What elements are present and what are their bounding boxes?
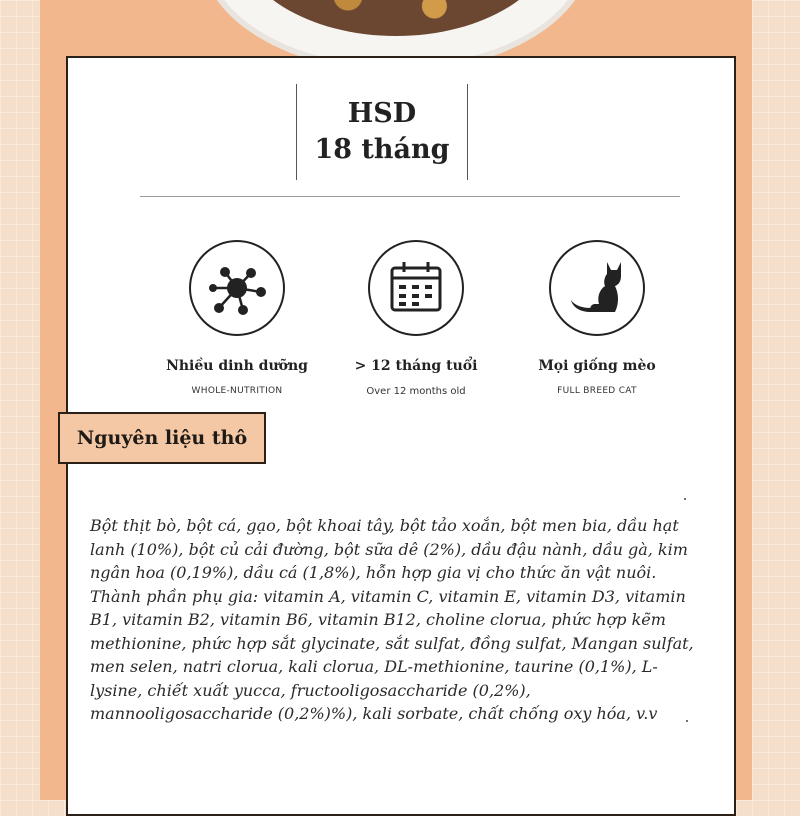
feature-subtitle: Over 12 months old [366, 386, 466, 397]
feature-age [331, 240, 501, 397]
feature-subtitle: FULL BREED CAT [557, 386, 637, 396]
calendar-icon [368, 240, 464, 336]
feature-title: Nhiều dinh dưỡng [166, 358, 308, 374]
feature-nutrition [152, 240, 322, 396]
expiry-box [296, 84, 468, 180]
cat-food-kibble [236, 0, 556, 36]
feature-title: > 12 tháng tuổi [354, 358, 478, 374]
expiry-value: 18 tháng [314, 134, 450, 165]
ingredients-heading: Nguyên liệu thô [58, 412, 266, 464]
feature-title: Mọi giống mèo [538, 358, 656, 374]
speck-mark [684, 498, 686, 500]
nutrition-network-icon [189, 240, 285, 336]
feature-subtitle: WHOLE-NUTRITION [191, 386, 283, 396]
expiry-label: HSD [347, 98, 417, 129]
feature-breed [512, 240, 682, 396]
section-divider [140, 196, 680, 197]
cat-icon [549, 240, 645, 336]
ingredients-text: Bột thịt bò, bột cá, gạo, bột khoai tây, bột tảo xoắn, bột men bia, dầu hạt lanh (10%), bột củ cải đường, bột sữa dê (2%), dầu đậu nành, dầu gà, kim ngân hoa (0,19%), dầu cá (1,8%), hỗn hợp gia vị cho thức ăn vật nuôi. Thành phần phụ gia: vitamin A, vitamin C, vitamin E, vitamin D3, vitamin B1, vitamin B2, vitamin B6, vitamin B12, choline clorua, phức hợp kẽm methionine, phức hợp sắt glycinate, sắt sulfat, đồng sulfat, Mangan sulfat, men selen, natri clorua, kali clorua, DL-methionine, taurine (0,1%), L-lysine, chiết xuất yucca, fructooligosaccharide (0,2%), mannooligosaccharide (0,2%)%), kali sorbate, chất chống oxy hóa, v.v [90, 516, 694, 723]
